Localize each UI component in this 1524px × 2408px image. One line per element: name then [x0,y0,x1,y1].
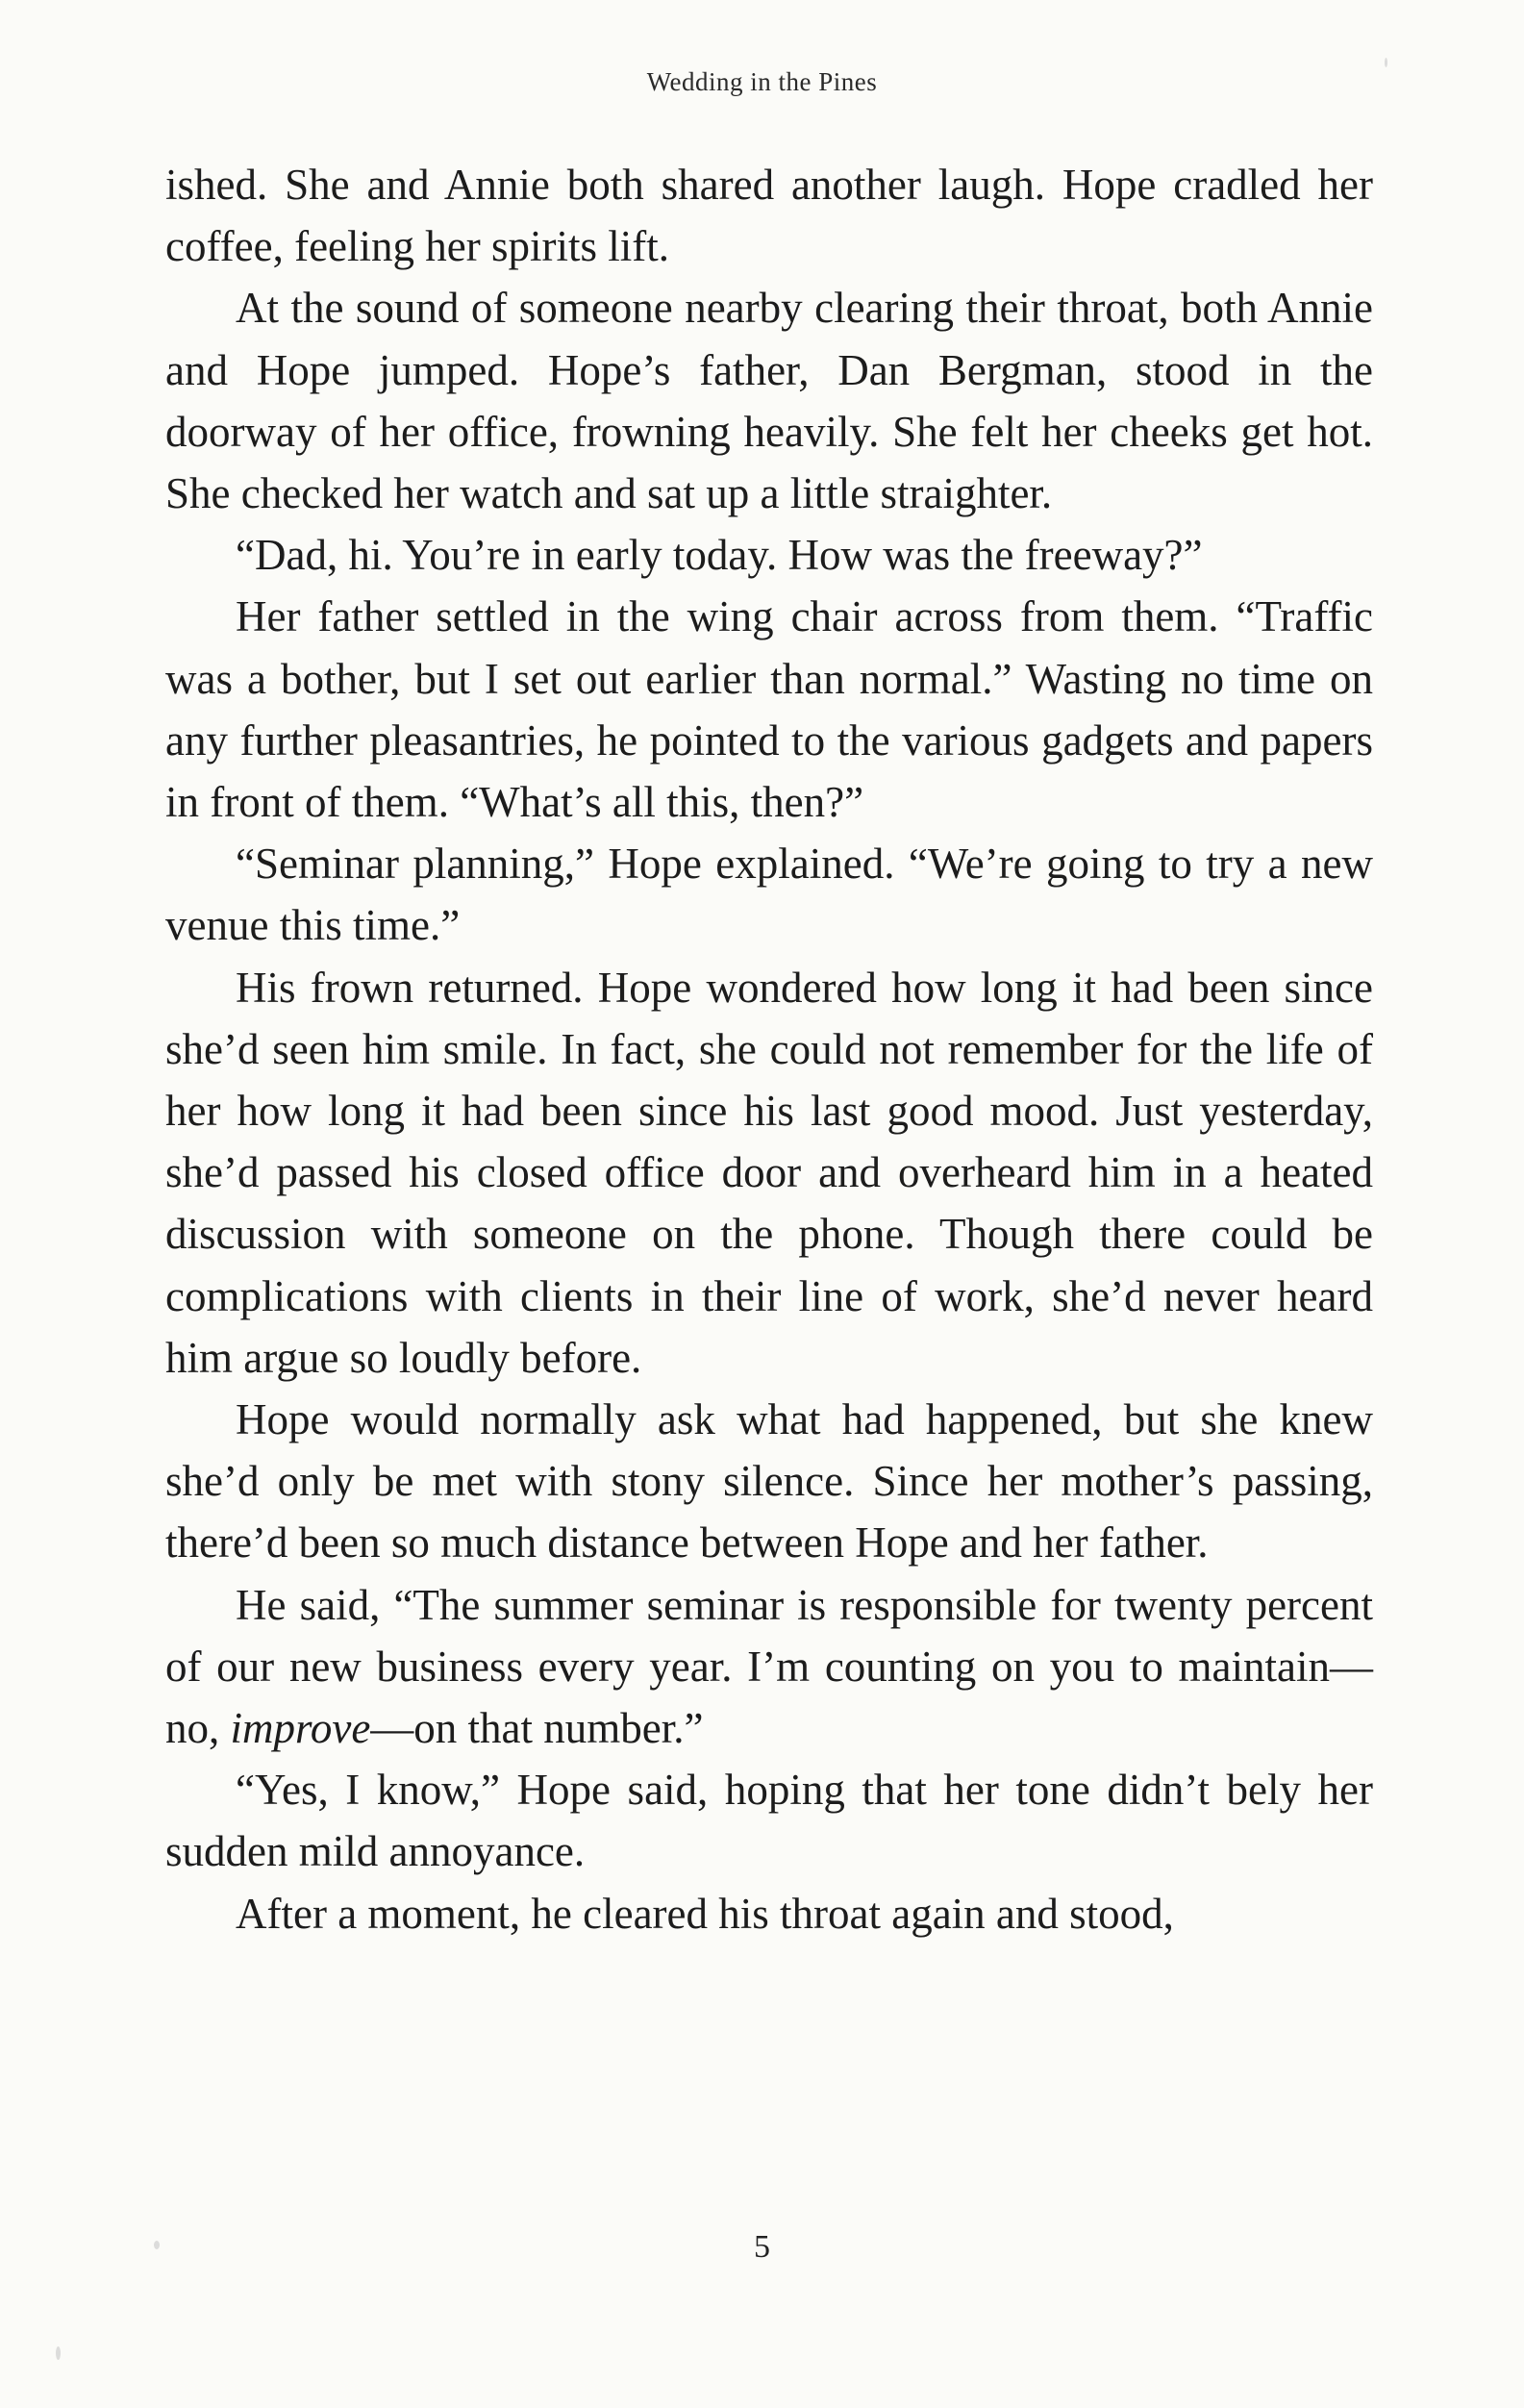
paragraph: “Seminar planning,” Hope explained. “We’re going to try a new venue this time.” [165,840,1373,950]
page-number: 5 [754,2229,770,2265]
paragraph: “Dad, hi. You’re in early today. How was the freeway?” [236,531,1203,580]
paragraph-with-emphasis [165,1574,1373,1760]
paragraph-text-before: He said, “The summer seminar is responsible for twenty percent of our new business every year. I’m counting on you to maintain—no, [165,1580,1373,1753]
emphasized-word: improve [230,1704,371,1753]
paragraph: His frown returned. Hope wondered how long it had been since she’d seen him smile. In fact, she could not remember for the life of her how long it had been since his last good mood. Just yesterday, she’d passed his closed office door and overheard him in a heated discussion with someone on the phone. Though there could be complications with clients in their line of work, she’d never heard him argue so loudly before. [165,963,1373,1382]
paragraph: ished. She and Annie both shared another laugh. Hope cradled her coffee, feeling her spirits lift. [165,161,1373,271]
paper-speck [56,2346,61,2360]
paragraph-text-after: —on that number.” [370,1704,704,1753]
body-text [165,154,1373,1944]
paragraph: Hope would normally ask what had happened, but she knew she’d only be met with stony silence. Since her mother’s passing, there’d been so much distance between Hope and her father. [165,1395,1373,1568]
running-title: Wedding in the Pines [646,67,878,96]
paragraph: “Yes, I know,” Hope said, hoping that her tone didn’t bely her sudden mild annoyance. [165,1766,1373,1876]
paper-speck [154,2241,160,2249]
paragraph: After a moment, he cleared his throat again and stood, [236,1889,1174,1938]
paragraph: At the sound of someone nearby clearing their throat, both Annie and Hope jumped. Hope’s father, Dan Bergman, stood in the doorway of her office, frowning heavily. She felt her cheeks get hot. She checked her watch and sat up a little straighter. [165,284,1373,518]
paragraph: Her father settled in the wing chair across from them. “Traffic was a bother, but I set out earlier than normal.” Wasting no time on any further pleasantries, he pointed to the various gadgets and papers in front of them. “What’s all this, then?” [165,592,1373,827]
paper-speck [1385,58,1387,67]
